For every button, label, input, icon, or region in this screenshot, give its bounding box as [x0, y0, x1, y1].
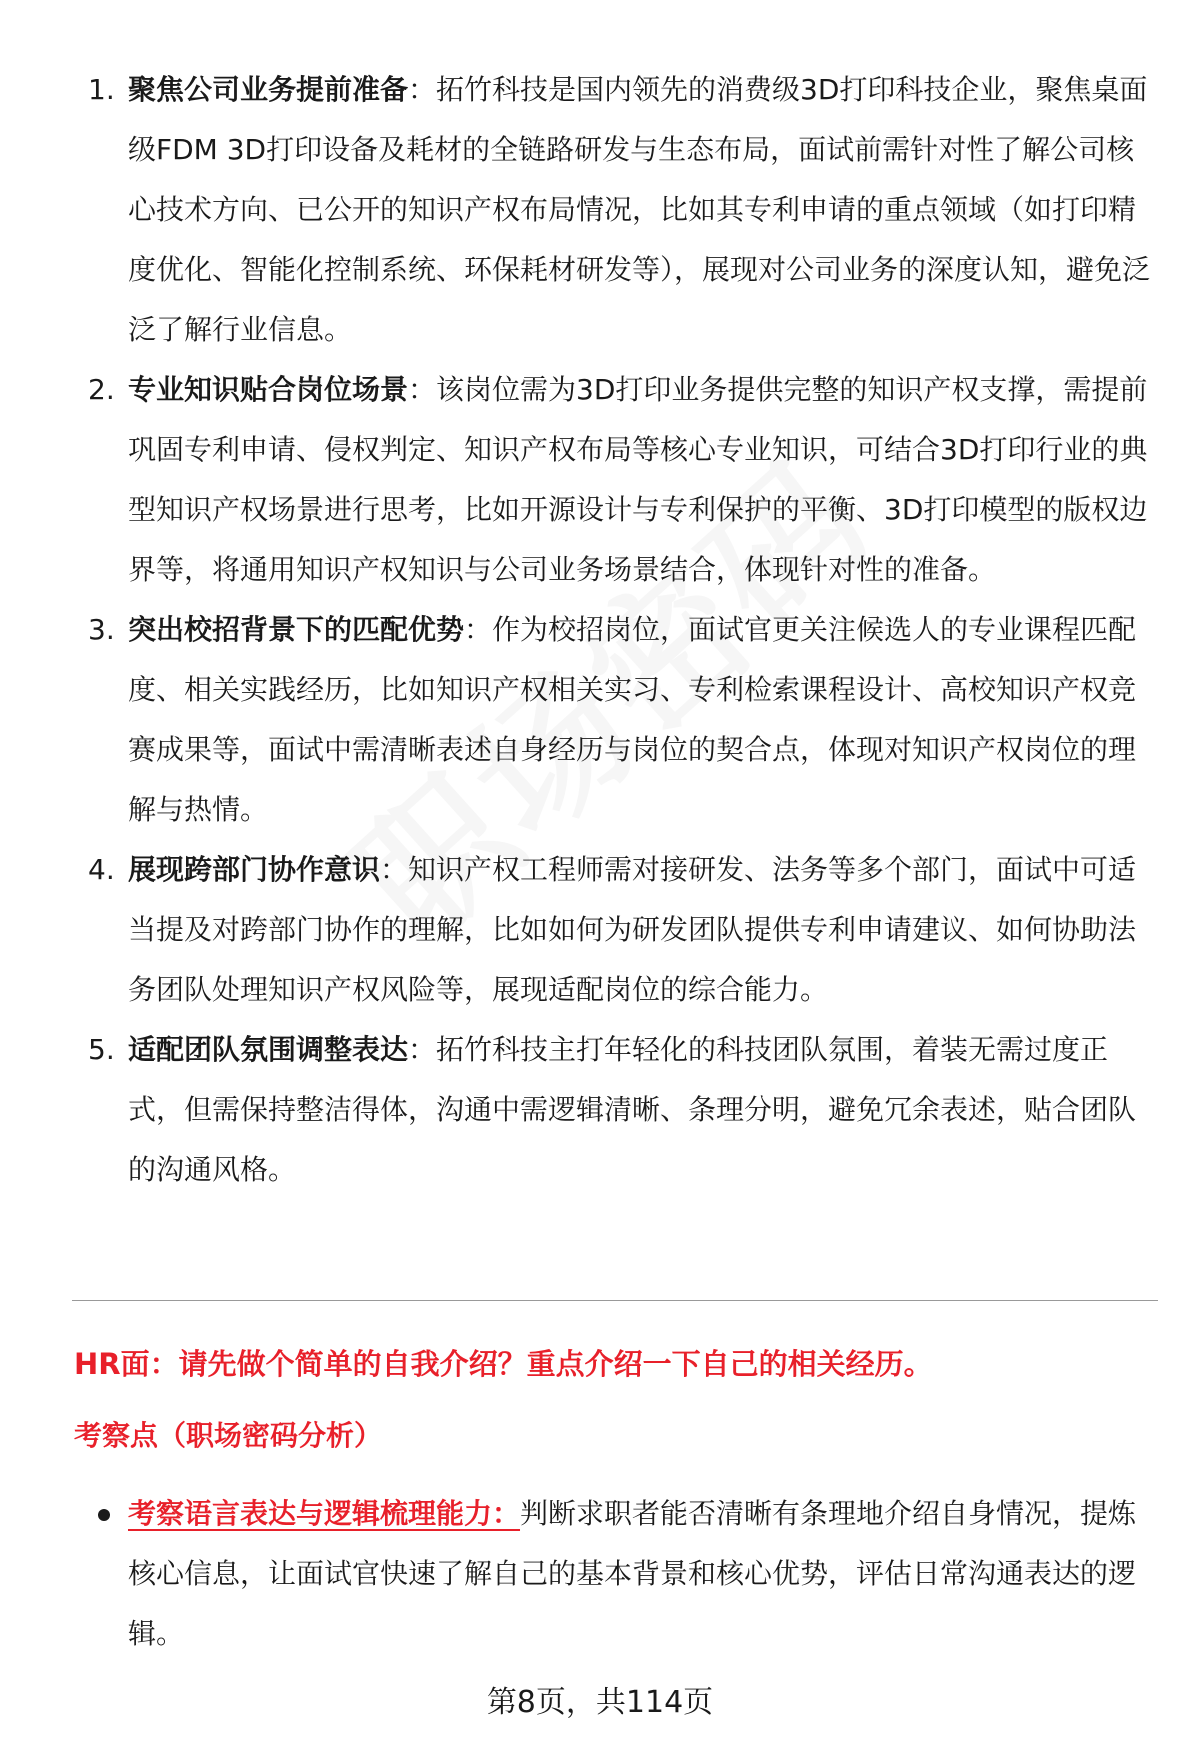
item-number: 4.	[88, 853, 115, 886]
item-title: 突出校招背景下的匹配优势	[128, 613, 465, 646]
section-divider	[72, 1300, 1158, 1301]
list-item	[72, 60, 1152, 360]
list-item	[72, 600, 1152, 840]
item-title: 专业知识贴合岗位场景	[128, 373, 409, 406]
item-title: 聚焦公司业务提前准备	[128, 73, 409, 106]
page-number: 第8页，共114页	[486, 1685, 714, 1720]
bullet-icon	[98, 1509, 110, 1521]
item-title: 适配团队氛围调整表达	[128, 1033, 409, 1066]
bullet-title: 考察语言表达与逻辑梳理能力：	[128, 1497, 521, 1530]
item-number: 1.	[88, 73, 115, 106]
item-text: ：拓竹科技是国内领先的消费级3D打印科技企业，聚焦桌面级FDM 3D打印设备及耗材的全链路研发与生态布局，面试前需针对性了解公司核心技术方向、已公开的知识产权布局情况，比如其专利申请的重点领域（如打印精度优化、智能化控制系统、环保耗材研发等），展现对公司业务的深度认知，避免泛泛了解行业信息。	[128, 73, 1151, 346]
assessment-points-heading: 考察点（职场密码分析）	[74, 1419, 383, 1452]
hr-question-heading: HR面：请先做个简单的自我介绍？重点介绍一下自己的相关经历。	[74, 1347, 933, 1381]
assessment-list	[72, 1484, 1152, 1664]
item-title: 展现跨部门协作意识	[128, 853, 381, 886]
list-item	[72, 360, 1152, 600]
bullet-text: 判断求职者能否清晰有条理地介绍自身情况，提炼核心信息，让面试官快速了解自己的基本背景和核心优势，评估日常沟通表达的逻辑。	[128, 1497, 1137, 1650]
item-text: ：知识产权工程师需对接研发、法务等多个部门，面试中可适当提及对跨部门协作的理解，比如如何为研发团队提供专利申请建议、如何协助法务团队处理知识产权风险等，展现适配岗位的综合能力。	[128, 853, 1137, 1006]
item-text: ：该岗位需为3D打印业务提供完整的知识产权支撑，需提前巩固专利申请、侵权判定、知识产权布局等核心专业知识，可结合3D打印行业的典型知识产权场景进行思考，比如开源设计与专利保护的平衡、3D打印模型的版权边界等，将通用知识产权知识与公司业务场景结合，体现针对性的准备。	[128, 373, 1148, 586]
item-number: 5.	[88, 1033, 115, 1066]
item-text: ：拓竹科技主打年轻化的科技团队氛围，着装无需过度正式，但需保持整洁得体，沟通中需逻辑清晰、条理分明，避免冗余表述，贴合团队的沟通风格。	[128, 1033, 1137, 1186]
item-number: 2.	[88, 373, 115, 406]
item-number: 3.	[88, 613, 115, 646]
list-item	[72, 840, 1152, 1020]
tips-list	[72, 60, 1152, 1200]
list-item	[72, 1020, 1152, 1200]
list-item	[72, 1484, 1152, 1664]
item-text: ：作为校招岗位，面试官更关注候选人的专业课程匹配度、相关实践经历，比如知识产权相关实习、专利检索课程设计、高校知识产权竞赛成果等，面试中需清晰表述自身经历与岗位的契合点，体现对知识产权岗位的理解与热情。	[128, 613, 1137, 826]
